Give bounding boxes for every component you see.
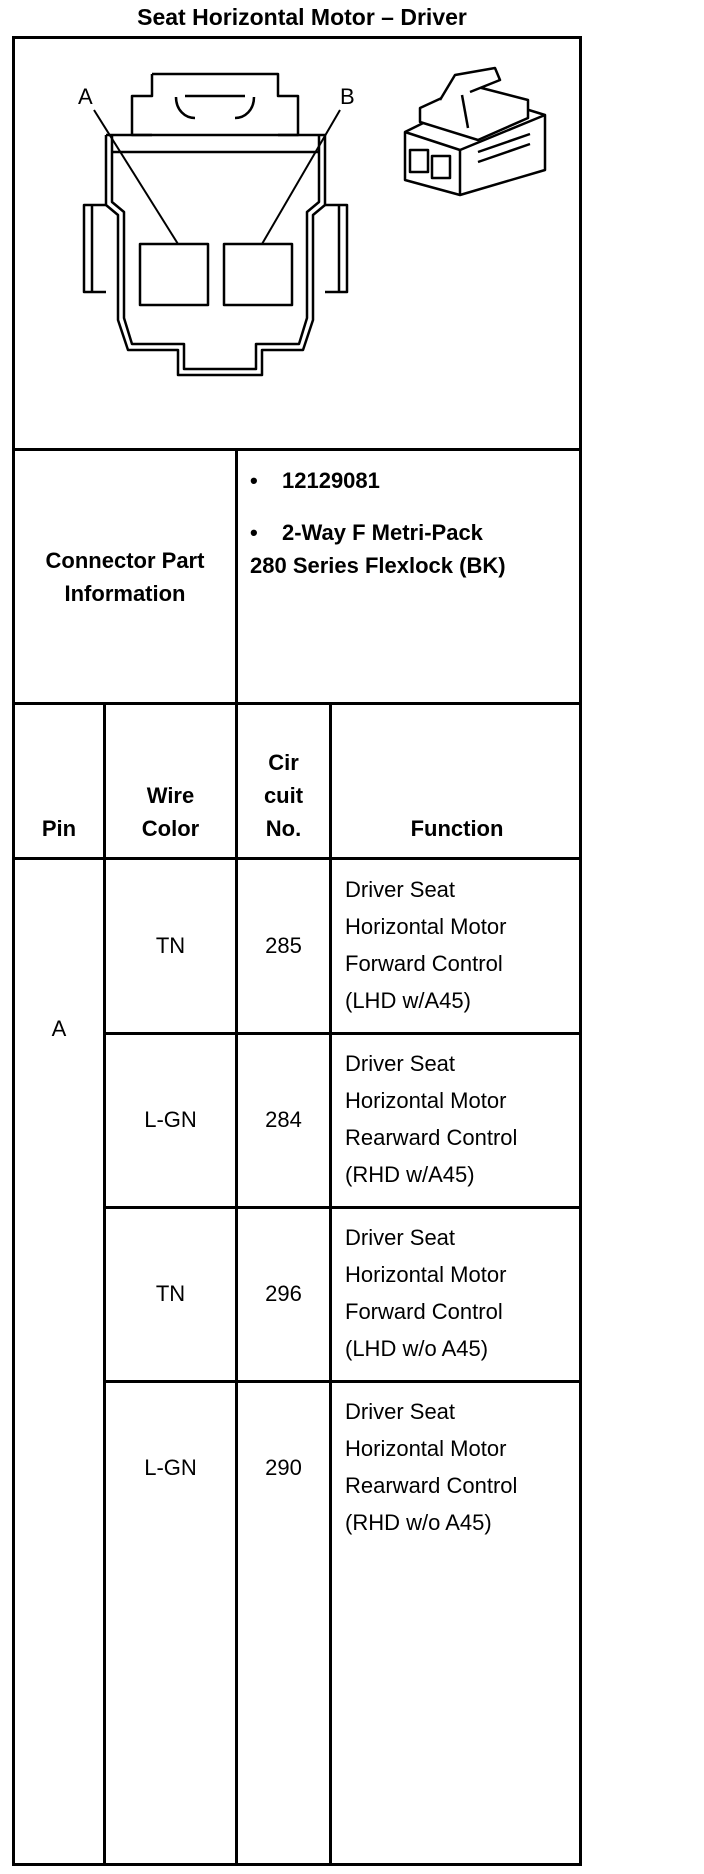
row-3-function: Driver Seat Horizontal Motor Forward Control (LHD w/o A45)	[345, 1225, 507, 1361]
part-number: • 12129081	[250, 468, 380, 493]
connector-face-diagram	[14, 39, 580, 447]
connector-description-line2: 280 Series Flexlock (BK)	[250, 553, 506, 578]
divider-row-2	[103, 1206, 582, 1209]
row-2-circuit: 284	[265, 1107, 302, 1132]
header-pin: Pin	[41, 816, 77, 841]
row-1-wire-color: TN	[155, 933, 186, 958]
cavity-label-b: B	[340, 84, 355, 109]
header-function: Function	[410, 816, 504, 841]
page-title: Seat Horizontal Motor – Driver	[137, 4, 467, 30]
divider-col-info	[235, 448, 238, 1866]
row-1-function: Driver Seat Horizontal Motor Forward Control (LHD w/A45)	[345, 877, 507, 1013]
row-4-circuit: 290	[265, 1455, 302, 1480]
pin-value: A	[51, 1016, 67, 1041]
row-3-circuit: 296	[265, 1281, 302, 1306]
row-1-circuit: 285	[265, 933, 302, 958]
connector-info-values	[250, 464, 580, 582]
row-4-wire-color: L-GN	[144, 1455, 197, 1480]
connector-description-line1: • 2-Way F Metri-Pack	[250, 520, 483, 545]
row-3-wire-color: TN	[155, 1281, 186, 1306]
connector-info-label-text: Connector Part Information	[45, 547, 205, 606]
row-2-wire-color: L-GN	[144, 1107, 197, 1132]
row-2-function: Driver Seat Horizontal Motor Rearward Control (RHD w/A45)	[345, 1051, 518, 1187]
cavity-label-a: A	[78, 84, 93, 109]
header-circuit-no: Cir cuit No.	[263, 750, 304, 841]
divider-header	[12, 857, 582, 860]
divider-row-3	[103, 1380, 582, 1383]
divider-row-1	[103, 1032, 582, 1035]
divider-col-circuit	[329, 702, 332, 1866]
divider-info	[12, 702, 582, 705]
header-wire-color: Wire Color	[141, 783, 200, 841]
connector-info-label	[15, 451, 235, 702]
row-4-function: Driver Seat Horizontal Motor Rearward Control (RHD w/o A45)	[345, 1399, 518, 1535]
connector-isometric-view	[405, 68, 545, 195]
